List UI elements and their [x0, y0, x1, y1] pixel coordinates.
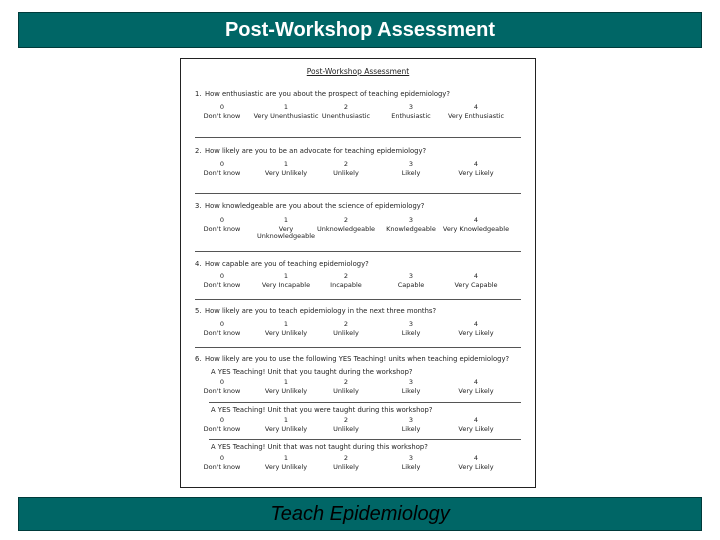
option-label: Very Incapable: [261, 280, 311, 289]
answer-option: [311, 217, 381, 233]
option-number: 1: [283, 272, 289, 280]
option-label: Don't know: [203, 280, 241, 289]
option-label: Don't know: [203, 224, 241, 233]
option-label: Unenthusiastic: [321, 111, 371, 120]
option-label: Very Unenthusiastic: [253, 111, 319, 120]
answer-option: [311, 273, 381, 289]
option-label: Very Unlikely: [264, 462, 308, 471]
footer-bar: [18, 497, 702, 531]
question-6a: A YES Teaching! Unit that you taught during the workshop?: [211, 368, 413, 376]
answer-option: [441, 104, 511, 120]
option-number: 4: [473, 416, 479, 424]
answer-option: [187, 217, 257, 233]
question-2: 2. How likely are you to be an advocate for teaching epidemiology?: [195, 147, 427, 155]
option-number: 0: [219, 320, 225, 328]
option-label: Likely: [401, 328, 421, 337]
answer-option: [441, 273, 511, 289]
answer-option: [187, 104, 257, 120]
title-bar: [18, 12, 702, 48]
assessment-document: [180, 58, 536, 488]
option-number: 4: [473, 320, 479, 328]
answer-option: [376, 321, 446, 337]
option-number: 2: [343, 160, 349, 168]
option-label: Unlikely: [333, 386, 359, 395]
answer-option: [311, 417, 381, 433]
option-label: Very Likely: [458, 168, 494, 177]
answer-option: [187, 161, 257, 177]
option-number: 3: [408, 378, 414, 386]
option-label: Likely: [401, 462, 421, 471]
answer-option: [441, 217, 511, 233]
option-number: 4: [473, 272, 479, 280]
answer-option: [311, 161, 381, 177]
option-label: Don't know: [203, 328, 241, 337]
option-number: 0: [219, 272, 225, 280]
option-number: 4: [473, 103, 479, 111]
option-number: 2: [343, 320, 349, 328]
option-label: Don't know: [203, 462, 241, 471]
option-number: 2: [343, 272, 349, 280]
option-number: 3: [408, 216, 414, 224]
question-1: 1. How enthusiastic are you about the prospect of teaching epidemiology?: [195, 90, 450, 98]
option-number: 1: [283, 216, 289, 224]
divider: [195, 193, 521, 194]
option-label: Don't know: [203, 424, 241, 433]
option-label: Don't know: [203, 386, 241, 395]
option-label: Unlikely: [333, 168, 359, 177]
question-6: 6. How likely are you to use the following YES Teaching! units when teaching epidemiology?: [195, 355, 510, 363]
option-number: 2: [343, 216, 349, 224]
option-number: 3: [408, 160, 414, 168]
option-label: Enthusiastic: [391, 111, 431, 120]
option-number: 0: [219, 416, 225, 424]
slide-title: Post-Workshop Assessment: [224, 19, 496, 41]
option-label: Very Likely: [458, 328, 494, 337]
question-4: 4. How capable are you of teaching epidemiology?: [195, 260, 369, 268]
option-number: 4: [473, 378, 479, 386]
option-number: 1: [283, 160, 289, 168]
answer-option: [187, 417, 257, 433]
option-number: 2: [343, 454, 349, 462]
option-label: Unlikely: [333, 462, 359, 471]
option-label: Very Likely: [458, 462, 494, 471]
option-number: 1: [283, 378, 289, 386]
option-number: 0: [219, 103, 225, 111]
footer-text: Teach Epidemiology: [270, 503, 450, 525]
answer-option: [187, 321, 257, 337]
option-number: 1: [283, 103, 289, 111]
answer-option: [441, 417, 511, 433]
divider: [195, 137, 521, 138]
answer-option: [376, 273, 446, 289]
option-label: Very Unlikely: [264, 386, 308, 395]
answer-option: [441, 161, 511, 177]
option-label: Unlikely: [333, 424, 359, 433]
divider: [195, 347, 521, 348]
option-label: Likely: [401, 424, 421, 433]
divider: [195, 299, 521, 300]
option-label: Unlikely: [333, 328, 359, 337]
option-number: 4: [473, 160, 479, 168]
option-label: Very Enthusiastic: [447, 111, 505, 120]
option-number: 2: [343, 378, 349, 386]
option-label: Knowledgeable: [386, 224, 436, 233]
answer-option: [187, 273, 257, 289]
option-label: Very Likely: [458, 424, 494, 433]
answer-option: [376, 455, 446, 471]
option-label: Very Likely: [458, 386, 494, 395]
option-number: 0: [219, 216, 225, 224]
option-number: 2: [343, 416, 349, 424]
question-5: 5. How likely are you to teach epidemiology in the next three months?: [195, 307, 437, 315]
option-label: Unknowledgeable: [316, 224, 376, 233]
answer-option: [441, 321, 511, 337]
divider: [195, 251, 521, 252]
option-number: 4: [473, 216, 479, 224]
option-label: Incapable: [330, 280, 362, 289]
option-label: Don't know: [203, 111, 241, 120]
option-number: 3: [408, 416, 414, 424]
option-label: Very Unlikely: [264, 168, 308, 177]
answer-option: [311, 104, 381, 120]
question-6b: A YES Teaching! Unit that you were taught during this workshop?: [211, 406, 433, 414]
option-number: 2: [343, 103, 349, 111]
answer-option: [311, 379, 381, 395]
option-number: 4: [473, 454, 479, 462]
answer-option: [376, 379, 446, 395]
option-label: Very Unknowledgeable: [256, 224, 316, 240]
option-label: Likely: [401, 168, 421, 177]
option-number: 3: [408, 103, 414, 111]
option-number: 0: [219, 160, 225, 168]
option-label: Very Knowledgeable: [442, 224, 510, 233]
answer-option: [441, 379, 511, 395]
question-3: 3. How knowledgeable are you about the science of epidemiology?: [195, 202, 425, 210]
answer-option: [376, 217, 446, 233]
option-label: Capable: [397, 280, 425, 289]
answer-option: [376, 161, 446, 177]
option-number: 3: [408, 454, 414, 462]
answer-option: [311, 321, 381, 337]
option-label: Don't know: [203, 168, 241, 177]
answer-option: [311, 455, 381, 471]
option-number: 1: [283, 454, 289, 462]
option-label: Very Unlikely: [264, 328, 308, 337]
divider: [209, 439, 521, 440]
option-label: Very Unlikely: [264, 424, 308, 433]
answer-option: [376, 417, 446, 433]
answer-option: [376, 104, 446, 120]
answer-option: [187, 379, 257, 395]
document-title: Post-Workshop Assessment: [306, 67, 410, 76]
option-number: 3: [408, 272, 414, 280]
option-label: Very Capable: [454, 280, 498, 289]
option-number: 0: [219, 454, 225, 462]
option-number: 3: [408, 320, 414, 328]
option-number: 1: [283, 416, 289, 424]
option-number: 1: [283, 320, 289, 328]
answer-option: [441, 455, 511, 471]
answer-option: [187, 455, 257, 471]
option-label: Likely: [401, 386, 421, 395]
question-6c: A YES Teaching! Unit that was not taught during this workshop?: [211, 443, 428, 451]
divider: [209, 402, 521, 403]
option-number: 0: [219, 378, 225, 386]
